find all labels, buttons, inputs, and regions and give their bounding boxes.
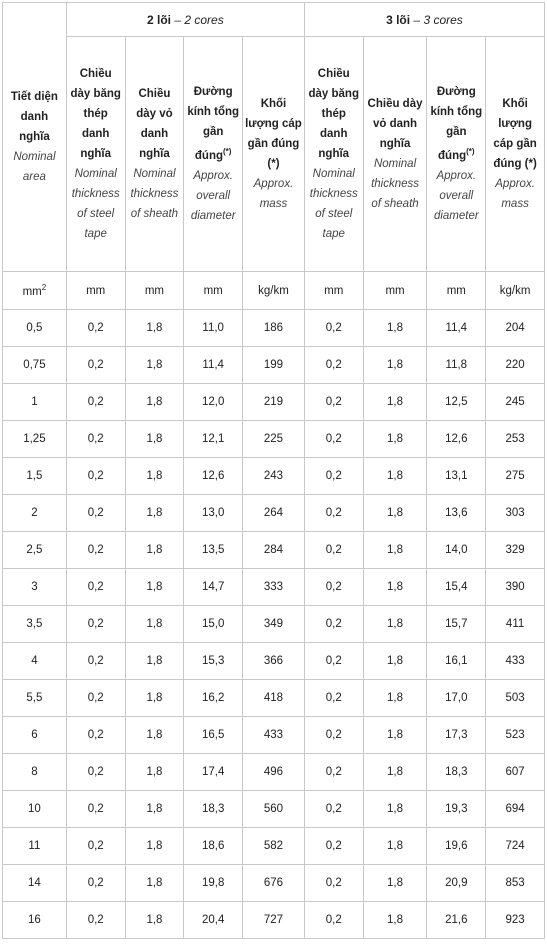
table-cell: 13,0	[184, 495, 243, 532]
table-cell: 0,2	[66, 606, 125, 643]
table-cell: 582	[243, 828, 305, 865]
table-cell: 253	[486, 421, 545, 458]
table-cell: 0,2	[304, 865, 363, 902]
table-cell: 0,2	[66, 680, 125, 717]
tape-en: Nominal thickness of steel tape	[309, 168, 358, 240]
table-cell: 15,7	[427, 606, 486, 643]
table-cell: 1,8	[363, 828, 427, 865]
table-cell: 0,2	[304, 754, 363, 791]
table-cell: 923	[486, 902, 545, 939]
table-row	[3, 347, 545, 384]
mass-en: Approx. mass	[495, 178, 535, 210]
header-tape-thickness-3c	[304, 37, 363, 272]
table-cell: 1,8	[125, 347, 184, 384]
table-cell: 243	[243, 458, 305, 495]
table-cell: 1,8	[125, 717, 184, 754]
table-cell: 0,5	[3, 310, 67, 347]
table-cell: 0,2	[304, 643, 363, 680]
table-cell: 15,3	[184, 643, 243, 680]
table-cell: 17,0	[427, 680, 486, 717]
table-row	[3, 495, 545, 532]
table-cell: 1,8	[363, 902, 427, 939]
table-cell: 0,2	[304, 384, 363, 421]
table-cell: 560	[243, 791, 305, 828]
table-cell: 0,2	[66, 791, 125, 828]
table-cell: 366	[243, 643, 305, 680]
table-cell: 0,2	[66, 754, 125, 791]
table-cell: 1,8	[125, 458, 184, 495]
table-row	[3, 606, 545, 643]
group-2-vi: 2 lõi	[146, 12, 171, 27]
table-cell: 1,8	[125, 754, 184, 791]
table-cell: 16,2	[184, 680, 243, 717]
header-mass-2c	[243, 37, 305, 272]
table-cell: 17,4	[184, 754, 243, 791]
table-cell: 0,2	[304, 902, 363, 939]
table-cell: 607	[486, 754, 545, 791]
table-cell: 1,8	[363, 310, 427, 347]
table-cell: 1,8	[363, 791, 427, 828]
table-cell: 0,2	[66, 828, 125, 865]
table-cell: 0,2	[66, 458, 125, 495]
diameter-footnote-mark: (*)	[223, 147, 232, 157]
table-cell: 20,4	[184, 902, 243, 939]
table-cell: 19,3	[427, 791, 486, 828]
table-cell: 11,8	[427, 347, 486, 384]
table-cell: 0,2	[304, 532, 363, 569]
table-cell: 1,8	[125, 495, 184, 532]
mass-vi: Khối lượng cáp gần đúng (*)	[493, 98, 537, 170]
group-3-vi: 3 lõi	[386, 12, 411, 27]
table-row	[3, 828, 545, 865]
table-cell: 16	[3, 902, 67, 939]
table-cell: 20,9	[427, 865, 486, 902]
table-cell: 503	[486, 680, 545, 717]
table-cell: 1,8	[363, 532, 427, 569]
table-cell: 0,2	[66, 310, 125, 347]
unit-mm: mm	[363, 272, 427, 310]
table-cell: 390	[486, 569, 545, 606]
table-cell: 0,2	[304, 569, 363, 606]
table-row	[3, 458, 545, 495]
table-cell: 11,4	[184, 347, 243, 384]
table-cell: 1	[3, 384, 67, 421]
table-cell: 694	[486, 791, 545, 828]
table-cell: 1,8	[125, 384, 184, 421]
table-cell: 0,2	[66, 532, 125, 569]
table-cell: 13,5	[184, 532, 243, 569]
table-cell: 1,8	[125, 828, 184, 865]
table-row	[3, 643, 545, 680]
table-cell: 13,6	[427, 495, 486, 532]
table-body	[3, 310, 545, 939]
group-header-3-cores	[304, 3, 544, 37]
header-sheath-thickness-3c	[363, 37, 427, 272]
table-cell: 1,8	[363, 680, 427, 717]
table-cell: 1,8	[363, 569, 427, 606]
table-cell: 18,3	[427, 754, 486, 791]
table-cell: 329	[486, 532, 545, 569]
table-cell: 220	[486, 347, 545, 384]
diameter-vi-text: Đường kính tổng gần đúng	[430, 86, 483, 162]
table-cell: 19,8	[184, 865, 243, 902]
diameter-footnote-mark: (*)	[466, 147, 475, 157]
table-cell: 724	[486, 828, 545, 865]
unit-mass: kg/km	[486, 272, 545, 310]
mass-en: Approx. mass	[253, 178, 294, 210]
table-cell: 15,4	[427, 569, 486, 606]
group-header-2-cores	[66, 3, 304, 37]
table-cell: 12,5	[427, 384, 486, 421]
table-cell: 1,8	[363, 754, 427, 791]
table-cell: 433	[243, 717, 305, 754]
table-row	[3, 865, 545, 902]
table-cell: 245	[486, 384, 545, 421]
table-cell: 0,2	[304, 347, 363, 384]
table-cell: 349	[243, 606, 305, 643]
header-diameter-2c	[184, 37, 243, 272]
table-cell: 1,8	[363, 606, 427, 643]
table-cell: 0,2	[66, 569, 125, 606]
table-row	[3, 902, 545, 939]
table-cell: 0,2	[304, 606, 363, 643]
header-nominal-area-en: Nominal area	[13, 151, 56, 183]
table-cell: 0,2	[66, 643, 125, 680]
unit-mm: mm	[184, 272, 243, 310]
table-cell: 1,8	[125, 310, 184, 347]
cable-spec-table	[2, 2, 545, 939]
table-cell: 0,2	[66, 902, 125, 939]
table-cell: 1,8	[125, 569, 184, 606]
table-cell: 8	[3, 754, 67, 791]
unit-mm: mm	[304, 272, 363, 310]
unit-mm: mm	[427, 272, 486, 310]
table-cell: 16,5	[184, 717, 243, 754]
table-cell: 14,0	[427, 532, 486, 569]
header-mass-3c	[486, 37, 545, 272]
table-cell: 1,5	[3, 458, 67, 495]
table-row	[3, 680, 545, 717]
table-cell: 333	[243, 569, 305, 606]
sheath-en: Nominal thickness of sheath	[371, 158, 419, 210]
table-cell: 0,2	[304, 495, 363, 532]
table-cell: 0,2	[66, 384, 125, 421]
table-cell: 4	[3, 643, 67, 680]
table-row	[3, 421, 545, 458]
table-row	[3, 754, 545, 791]
table-cell: 1,8	[125, 421, 184, 458]
table-cell: 1,8	[363, 384, 427, 421]
table-cell: 219	[243, 384, 305, 421]
table-cell: 14,7	[184, 569, 243, 606]
table-cell: 204	[486, 310, 545, 347]
table-row	[3, 310, 545, 347]
table-cell: 523	[486, 717, 545, 754]
table-cell: 17,3	[427, 717, 486, 754]
table-cell: 3,5	[3, 606, 67, 643]
table-cell: 1,25	[3, 421, 67, 458]
table-cell: 0,2	[66, 495, 125, 532]
tape-en: Nominal thickness of steel tape	[71, 168, 120, 240]
tape-vi: Chiều dày băng thép danh nghĩa	[308, 68, 359, 160]
diameter-en: Approx. overall diameter	[433, 169, 479, 222]
unit-area-exponent: 2	[41, 283, 47, 293]
table-cell: 0,2	[66, 865, 125, 902]
table-cell: 284	[243, 532, 305, 569]
table-cell: 1,8	[363, 717, 427, 754]
table-cell: 727	[243, 902, 305, 939]
table-row	[3, 717, 545, 754]
table-cell: 21,6	[427, 902, 486, 939]
table-row	[3, 569, 545, 606]
header-nominal-area-vi: Tiết diện danh nghĩa	[10, 91, 58, 143]
table-cell: 0,75	[3, 347, 67, 384]
unit-area	[3, 272, 67, 310]
tape-vi: Chiều dày băng thép danh nghĩa	[70, 68, 121, 160]
table-cell: 18,3	[184, 791, 243, 828]
table-cell: 1,8	[125, 532, 184, 569]
table-cell: 12,0	[184, 384, 243, 421]
sheath-vi: Chiều dày vỏ danh nghĩa	[367, 98, 423, 150]
header-tape-thickness-2c	[66, 37, 125, 272]
table-cell: 1,8	[363, 458, 427, 495]
mass-vi: Khối lượng cáp gần đúng (*)	[245, 98, 302, 170]
table-cell: 11,0	[184, 310, 243, 347]
table-cell: 2	[3, 495, 67, 532]
table-cell: 2,5	[3, 532, 67, 569]
table-cell: 13,1	[427, 458, 486, 495]
table-row	[3, 791, 545, 828]
table-cell: 496	[243, 754, 305, 791]
table-cell: 1,8	[125, 643, 184, 680]
table-cell: 0,2	[66, 717, 125, 754]
diameter-vi	[186, 82, 240, 166]
sheath-vi: Chiều dày vỏ danh nghĩa	[136, 88, 173, 160]
diameter-vi-text: Đường kính tổng gần đúng	[187, 86, 240, 162]
table-cell: 12,6	[427, 421, 486, 458]
table-cell: 5,5	[3, 680, 67, 717]
table-cell: 0,2	[304, 717, 363, 754]
table-cell: 1,8	[363, 865, 427, 902]
table-cell: 1,8	[363, 421, 427, 458]
table-cell: 1,8	[125, 865, 184, 902]
table-cell: 10	[3, 791, 67, 828]
unit-mass: kg/km	[243, 272, 305, 310]
table-cell: 264	[243, 495, 305, 532]
diameter-vi	[429, 82, 483, 166]
table-cell: 1,8	[363, 347, 427, 384]
table-cell: 0,2	[66, 347, 125, 384]
table-cell: 1,8	[125, 606, 184, 643]
table-cell: 1,8	[125, 791, 184, 828]
sheath-en: Nominal thickness of sheath	[130, 168, 179, 220]
table-cell: 0,2	[304, 310, 363, 347]
header-diameter-3c	[427, 37, 486, 272]
table-cell: 11	[3, 828, 67, 865]
table-cell: 12,1	[184, 421, 243, 458]
table-cell: 0,2	[304, 680, 363, 717]
table-cell: 1,8	[363, 495, 427, 532]
unit-area-base: mm	[22, 285, 42, 298]
table-cell: 6	[3, 717, 67, 754]
header-sheath-thickness-2c	[125, 37, 184, 272]
table-cell: 225	[243, 421, 305, 458]
table-cell: 676	[243, 865, 305, 902]
table-row	[3, 384, 545, 421]
table-cell: 0,2	[304, 791, 363, 828]
table-cell: 275	[486, 458, 545, 495]
unit-mm: mm	[66, 272, 125, 310]
unit-mm: mm	[125, 272, 184, 310]
group-2-sep: –	[171, 12, 185, 27]
table-cell: 18,6	[184, 828, 243, 865]
table-cell: 15,0	[184, 606, 243, 643]
table-cell: 14	[3, 865, 67, 902]
table-cell: 1,8	[125, 680, 184, 717]
table-cell: 853	[486, 865, 545, 902]
table-cell: 0,2	[66, 421, 125, 458]
table-cell: 12,6	[184, 458, 243, 495]
table-row	[3, 532, 545, 569]
table-cell: 1,8	[363, 643, 427, 680]
table-cell: 11,4	[427, 310, 486, 347]
group-2-en: 2 cores	[184, 12, 224, 27]
header-nominal-area	[3, 3, 67, 272]
table-cell: 16,1	[427, 643, 486, 680]
table-cell: 0,2	[304, 828, 363, 865]
table-cell: 0,2	[304, 458, 363, 495]
group-3-en: 3 cores	[423, 12, 463, 27]
table-cell: 3	[3, 569, 67, 606]
table-cell: 199	[243, 347, 305, 384]
table-cell: 1,8	[125, 902, 184, 939]
diameter-en: Approx. overall diameter	[190, 169, 236, 222]
table-cell: 411	[486, 606, 545, 643]
table-cell: 433	[486, 643, 545, 680]
group-3-sep: –	[410, 12, 424, 27]
table-cell: 303	[486, 495, 545, 532]
table-cell: 0,2	[304, 421, 363, 458]
table-cell: 418	[243, 680, 305, 717]
table-cell: 19,6	[427, 828, 486, 865]
table-cell: 186	[243, 310, 305, 347]
